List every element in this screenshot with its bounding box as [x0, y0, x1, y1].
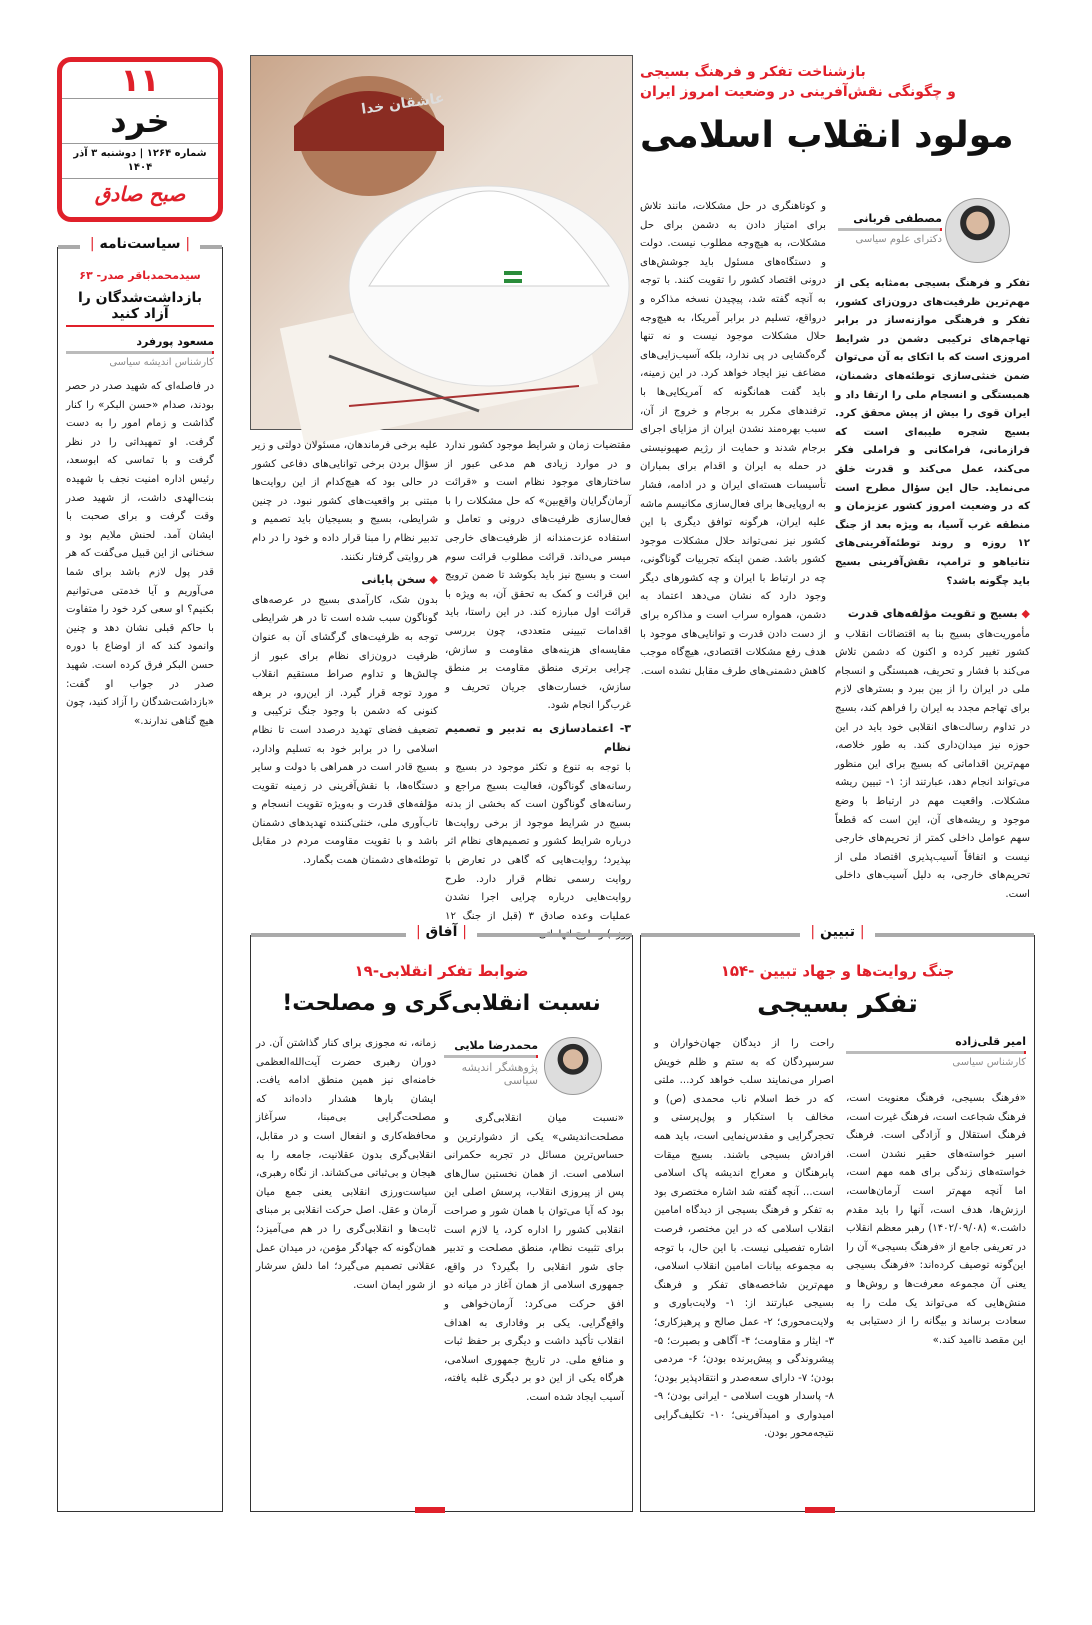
- author-role: دکترای علوم سیاسی: [855, 234, 942, 245]
- kicker: ضوابط تفکر انقلابی-۱۹: [354, 962, 529, 980]
- author-name: مسعود پورفرد: [136, 335, 214, 348]
- masthead-box: [57, 57, 223, 222]
- tabyin-column-2: راحت را از دیدگان جهان‌خواران و سرسپردگان که به ستم و ظلم خویش اصرار می‌نمایند سلب خواهد کرد... ملتی که در خط اسلام ناب محمدی (ص) و مخالف با استکبار و پول‌پرستی و تحجرگرایی و مقدس‌نمایی است، باید همه افرادش بسیجی باشند. بسیج میقات پابرهنگان و معراج اندیشه پاک اسلامی است... آنچه گفته شد اشاره مختصری بود به تفکر و فرهنگ بسیجی از دیدگاه امامین انقلاب اسلامی که در این مختصر، فرصت اشاره تفصیلی نیست. با این حال، با توجه به مجموعه بیانات امامین انقلاب اسلامی، مهم‌ترین شاخصه‌های تفکر و فرهنگ بسیجی عبارتند از: ۱- ولایت‌باوری و ولایت‌محوری؛ ۲- عمل صالح و پرهیزکاری؛ ۳- ایثار و مقاومت؛ ۴- آگاهی و بصیرت؛ ۵- پیشروندگی و پیش‌برنده بودن؛ ۶- مردمی بودن؛ ۷- دارای سعه‌صدر و انتقادپذیر بودن؛ ۸- پاسدار هویت اسلامی - ایرانی بودن؛ ۹- امیدواری و امیدآفرینی؛ ۱۰- تکلیف‌گرایی نتیجه‌محور بودن.: [654, 1038, 834, 1440]
- feature-author: [838, 212, 942, 245]
- feature-column-4: علیه برخی فرماندهان، مسئولان دولتی و زیر سؤال بردن برخی توانایی‌های دفاعی کشور در حالی بود که هیچ‌کدام از این روایت‌ها مبتنی بر واقعیت‌های کشور نبود. در چنین شرایطی، بسیج و بسیجیان باید تصمیم و تدبیر نظام را مبنا قرار داده و خود را در دام هر روایتی گرفتار نکنند. ◆ سخن پایانی بدون شک، کارآمدی بسیج در عرصه‌های گوناگون سبب شده است تا در هر شرایطی توجه به ظرفیت‌های گرگشای آن به عنوان ظرفیت درون‌زای نظام برای عبور از چالش‌ها و تداوم صراط مستقیم انقلاب مورد توجه قرار گیرد. از این‌رو، در برهه کنونی که دشمن با وجود جنگ ترکیبی و تضعیف فضای تهدید درصدد است تا نظام اسلامی را در برابر خود به تسلیم وادارد، بسیج قادر است در همراهی با دولت و سایر دستگاه‌ها، با نقش‌آفرینی در زمینه تقویت مؤلفه‌های قدرت و به‌ویژه تقویت انسجام و تاب‌آوری ملی، خنثی‌کننده تهدیدهای دشمنان باشد و با تقویت مقاومت مردم در مقابل توطئه‌های دشمنان همت بگمارد.: [252, 440, 438, 867]
- feature-header: [640, 62, 1032, 158]
- tabyin-column-1: «فرهنگ بسیجی، فرهنگ معنویت است، فرهنگ شجاعت است، فرهنگ غیرت است، فرهنگ استقلال و آزادگی است. فرهنگ اسیر خواسته‌های حقیر نشدن است. خواسته‌های زندگی برای همه مهم است، اما آنچه مهم‌تر است آرمان‌هاست، ارزش‌ها، هدف است، آنها را باید مقدم داشت.» (۱۴۰۲/۰۹/۰۸) رهبر معظم انقلاب در تعریفی جامع از «فرهنگ بسیجی» آن را این‌گونه توصیف کرده‌اند: «فرهنگ بسیجی یعنی آن مجموعه معرفت‌ها و روش‌ها و منش‌هایی که می‌تواند یک ملت را به سعادت برساند و بیگانه را از دستیابی به این مقصد ناامید کند.»: [846, 1093, 1026, 1346]
- section-label: سیاست‌نامه: [99, 236, 181, 252]
- article-title: بازداشت‌شدگان را آزاد کنید: [66, 290, 214, 327]
- article-body: در فاصله‌ای که شهید صدر در حصر بودند، صدام «حسن البکر» را کنار گذاشت و زمام امور را به دست گرفت. او تمهیداتی را در نظر گرفت و با تماسی که ابوسعد، رئیس اداره امنیت نجف با شهیده بنت‌الهدی داشت، از شهید صدر وقت گرفت و برای صحبت با ایشان آمد. لحنش ملایم بود و سخنانی از این قبیل می‌گفت که هر قدر پول لازم باشد برای شما می‌آوریم و آیا خدمتی می‌توانیم بکنیم؟ او سعی کرد خود را متفاوت با حاکم قبلی نشان دهد و چنین وانمود کند که از اوضاع با دوره حسن البکر فرق کرده است. شهید صدر در جواب او گفت: «بازداشت‌شدگان را آزاد کنید، چون هیچ گناهی ندارند.»: [66, 381, 214, 727]
- article-author: [846, 1035, 1026, 1068]
- afagh-column-2: زمانه، نه مجوزی برای کنار گذاشتن آن. در دوران رهبری حضرت آیت‌الله‌العظمی خامنه‌ای نیز همین منطق ادامه یافت. ایشان بارها هشدار داده‌اند که مصلحت‌گرایی بی‌مبنا، سرآغاز محافظه‌کاری و انفعال است و در مقابل، انقلابی‌گری بدون عقلانیت، جامعه را به هیجان و بی‌ثباتی می‌کشاند. از نگاه رهبری، سیاست‌ورزی انقلابی یعنی جمع میان آرمان و عقل. اصل حرکت انقلابی بر مبنای ثابت‌ها و انقلابی‌گری را در هم می‌آمیزد؛ همان‌گونه که جهادگر مؤمن، در میدان عمل عقلانی تصمیم می‌گیرد؛ اما دلش سرشار از شور ایمان است.: [256, 1038, 436, 1291]
- author-avatar: [544, 1037, 602, 1095]
- author-name: مصطفی قربانی: [853, 212, 942, 225]
- feature-column-2: و کوتاهنگری در حل مشکلات، مانند تلاش برای امتیاز دادن به دشمن برای حل مشکلات، به هیچ‌وجه مطلوب نیست. دولت و دستگاه‌های مسئول باید جوشش‌های درونی اقتصاد کشور را تقویت کنند. با توجه به آنچه گفته شد، پیچیدن نسخه مذاکره و درواقع، تسلیم در برابر آمریکا، به هیچ‌وجه حلال مشکلات موجود نیست و نه تنها گره‌گشایی در پی ندارد، بلکه آسیب‌زایی‌های مضاعف نیز ایجاد خواهد کرد. در این زمینه، باید گفت همانگونه که آمریکایی‌ها با ترفندهای مکرر به برجام و خروج از آن، سبب بهره‌مند نشدن ایران از مزایای اجرای برجام شدند و حمایت از رژیم صهیونیستی در حمله به ایران و اقدام برای بمباران تأسیسات هسته‌ای ایران و در ادامه، فشار به اروپایی‌ها برای فعال‌سازی مکانیسم ماشه علیه ایران، هرگونه توافق دیگری با این کشور نیز نمی‌تواند حلال مشکلات موجود کشور باشد. ضمن اینکه تجربیات گوناگونی، چه در ارتباط با ایران و چه کشورهای دیگر وجود دارد که نشان می‌دهد اعتماد به دشمن، همواره سراب است و مذاکره برای از دست دادن قدرت و توانایی‌های موجود با هدف رفع مشکلات اقتصادی، هیچ‌گاه موجب کاهش دشمنی‌های طرف مقابل نشده است.: [640, 201, 826, 677]
- headband-text: عاشقان خدا: [360, 90, 446, 118]
- afagh-section: | آفاق | ضوابط تفکر انقلابی-۱۹ نسبت انقلابی‌گری و مصلحت! محمدرضا ملایی پژوهشگر اندیشه سیاسی «نسبت میان انقلابی‌گری و مصلحت‌اندیشی» یکی از دشوارترین و حساس‌ترین مسائل در تجربه حکمرانی اسلامی است. از همان نخستین سال‌های پس از پیروزی انقلاب، پرسش اصلی این بود که آیا می‌توان با همان شور و صراحت انقلابی کشور را اداره کرد، یا لازم است برای تثبیت نظام، منطق مصلحت و تدبیر جای شور انقلابی را بگیرد؟ در واقع، جمهوری اسلامی از همان آغاز در میانه دو افق حرکت می‌کرد: آرمان‌خواهی و واقع‌گرایی. یکی بر وفاداری به اهداف انقلاب تأکید داشت و دیگری بر حفظ ثبات و منافع ملی. در تاریخ جمهوری اسلامی، هرگاه یکی از این دو بر دیگری غلبه یافته، آسیب ایجاد شده است. زمانه، نه مجوزی برای کنار گذاشتن آن. در دوران رهبری حضرت آیت‌الله‌العظمی خامنه‌ای نیز همین منطق ادامه یافت. ایشان بارها هشدار داده‌اند که مصلحت‌گرایی بی‌مبنا، سرآغاز محافظه‌کاری و انفعال است و در مقابل، انقلابی‌گری بدون عقلانیت، جامعه را به هیجان و بی‌ثباتی می‌کشاند. از نگاه رهبری، سیاست‌ورزی انقلابی یعنی جمع میان آرمان و عقل. اصل حرکت انقلابی بر مبنای ثابت‌ها و انقلابی‌گری را در هم می‌آمیزد؛ همان‌گونه که جهادگر مؤمن، در میدان عمل عقلانی تصمیم می‌گیرد؛ اما دلش سرشار از شور ایمان است.: [250, 935, 633, 1512]
- feature-column-3: مقتضیات زمان و شرایط موجود کشور ندارد و در موارد زیادی هم مدعی عبور از ساختارهای موجود نظام است و «قرائت آرمان‌گرایان واقع‌بین» که حل مشکلات را با فعال‌سازی ظرفیت‌های درونی و تعامل و استفاده عزت‌مندانه از ظرفیت‌های خارجی میسر می‌داند. قرائت مطلوب قرائت سوم است و بسیج نیز باید بکوشد تا ضمن ترویج این قرائت و کمک به تحقق آن، به ویژه با قرائت اول مبارزه کند. در این راستا، باید اقدامات تبیینی متعددی، چون بررسی مقایسه‌ای هزینه‌های مقاومت و سازش، چرایی برتری منطق مقاومت بر منطق سازش، خسارت‌های جریان تحریف و غرب‌گرا انجام شود. ۳- اعتمادسازی به تدبیر و تصمیم نظام با توجه به تنوع و تکثر موجود در بسیج و رسانه‌های گوناگون، فعالیت بسیج مراجع و رسانه‌های گوناگون است که بخشی از بدنه بسیج در شرایط موجود از برخی روایت‌ها درباره شرایط کشور و تصمیم‌های نظام اثر بپذیرد؛ روایت‌هایی که گاهی در تعارض با روایت رسمی نظام قرار دارد. طرح روایت‌هایی درباره چرایی اجرا نشدن عملیات وعده صادق ۳ (قبل از جنگ ۱۲: [445, 440, 631, 922]
- subheading: ◆ سخن پایانی: [361, 573, 438, 587]
- section-label: آفاق: [425, 924, 458, 940]
- issue-info: شماره ۱۲۶۴ | دوشنبه ۳ آذر ۱۴۰۴: [62, 144, 218, 179]
- section-name: خرد: [62, 99, 218, 144]
- red-marker: [415, 1507, 445, 1513]
- kicker: سیدمحمدباقر صدر- ۶۳: [79, 269, 201, 282]
- author-name: محمدرضا ملایی: [454, 1039, 538, 1052]
- feature-photo: [250, 55, 633, 430]
- author-divider: [846, 1051, 1026, 1054]
- feature-column-1: تفکر و فرهنگ بسیجی به‌مثابه یکی از مهم‌ترین ظرفیت‌های درون‌زای کشور، تفکر و فرهنگی موازنه‌ساز در برابر تهاجم‌های ترکیبی دشمن در شرایط امروزی است که با اتکای به آن می‌توان ضمن خنثی‌سازی توطئه‌های دشمنان، همبستگی و انسجام ملی را ارتقا داد و ایران قوی را بیش از پیش محقق کرد. بسیج شجره طیبه‌ای است که فرازمانی، فرامکانی و فراملی فکر می‌کند، عمل می‌کند و قدرت خلق می‌نماید. حال این سؤال مطرح است که در وضعیت امروز کشور عزیزمان و منطقه غرب آسیا، به ویژه بعد از جنگ ۱۲ روزه و روند توطئه‌آفرینی‌های نتانیاهو و ترامپ، نقش‌آفرینی بسیج باید چگونه باشد؟ ◆ بسیج و تقویت مؤلفه‌های قدرت مأموریت‌های بسیج بنا به اقتضائات انقلاب و کشور تغییر کرده و اکنون که دشمن تلاش می‌کند با فشار و تحریف، همبستگی و انسجام ملی در ایران را از بین ببرد و بسترهای لازم برای تهاجم مجدد به ایران را فراهم کند، بسیج در تداوم رسالت‌های انقلابی خود باید در این حوزه نیز میدان‌داری کند. به طور خلاصه، مهم‌ترین اقداماتی که بسیج برای این منظور می‌تواند انجام دهد، عبارتند از: ۱- تبیین ریشه مشکلات. واقعیت مهم در ارتباط با وضع موجود و ریشه‌های آن، این است که قطعاً سهم عوامل داخلی کمتر از تحریم‌های خارجی نیست و اتفاقاً آسیب‌پذیری اقتصاد ملی از تحریم‌های خارجی، به دلیل آسیب‌های داخلی است.: [835, 278, 1030, 900]
- feature-title: مولود انقلاب اسلامی: [640, 115, 1014, 156]
- author-role: کارشناس اندیشه سیاسی: [109, 357, 214, 368]
- feature-kicker-2: و چگونگی نقش‌آفرینی در وضعیت امروز ایران: [640, 84, 956, 100]
- author-role: کارشناس سیاسی: [952, 1057, 1026, 1068]
- page-number: ۱۱: [62, 62, 218, 99]
- article-author: [444, 1039, 538, 1087]
- subheading: ◆ بسیج و تقویت مؤلفه‌های قدرت: [847, 607, 1030, 621]
- helmet-illustration: [249, 56, 632, 431]
- afagh-column-1: «نسبت میان انقلابی‌گری و مصلحت‌اندیشی» یکی از دشوارترین و حساس‌ترین مسائل در تجربه حکمرانی اسلامی است. از همان نخستین سال‌های پس از پیروزی انقلاب، پرسش اصلی این بود که آیا می‌توان با همان شور و صراحت انقلابی کشور را اداره کرد، یا لازم است برای تثبیت نظام، منطق مصلحت و تدبیر جای شور انقلابی را بگیرد؟ در واقع، جمهوری اسلامی از همان آغاز در میانه دو افق حرکت می‌کرد: آرمان‌خواهی و واقع‌گرایی. یکی بر وفاداری به اهداف انقلاب تأکید داشت و دیگری بر حفظ ثبات و منافع ملی. در تاریخ جمهوری اسلامی، هرگاه یکی از این دو بر دیگری غلبه یافته، آسیب ایجاد شده است.: [444, 1113, 624, 1403]
- author-divider: [66, 351, 214, 354]
- newspaper-logo: صبح صادق: [94, 182, 186, 206]
- author-name: امیر قلی‌زاده: [955, 1035, 1026, 1048]
- subheading: ۳- اعتمادسازی به تدبیر و تصمیم نظام: [445, 721, 631, 754]
- section-label: تبیین: [820, 924, 855, 940]
- author-divider: [444, 1055, 538, 1058]
- tabyin-section: | تبیین | جنگ روایت‌ها و جهاد تبیین -۱۵۴ تفکر بسیجی امیر قلی‌زاده کارشناس سیاسی «فرهنگ بسیجی، فرهنگ معنویت است، فرهنگ شجاعت است، فرهنگ غیرت است، فرهنگ استقلال و آزادگی است. فرهنگ اسیر خواسته‌های حقیر نشدن است. خواسته‌های زندگی برای همه مهم است، اما آنچه مهم‌تر است آرمان‌هاست، ارزش‌ها، هدف است، آنها را باید مقدم داشت.» (۱۴۰۲/۰۹/۰۸) رهبر معظم انقلاب در تعریفی جامع از «فرهنگ بسیجی» آن را این‌گونه توصیف کرده‌اند: «فرهنگ بسیجی یعنی آن مجموعه معرفت‌ها و روش‌ها و منش‌هایی که می‌تواند یک ملت را به سعادت برساند و بیگانه را از دستیابی به این مقصد ناامید کند.» راحت را از دیدگان جهان‌خواران و سرسپردگان که به ستم و ظلم خویش اصرار می‌نمایند سلب خواهد کرد... ملتی که در خط اسلام ناب محمدی (ص) و مخالف با استکبار و پول‌پرستی و تحجرگرایی و مقدس‌نمایی است، باید همه افرادش بسیجی باشند. بسیج میقات پابرهنگان و معراج اندیشه پاک اسلامی است... آنچه گفته شد اشاره مختصری بود به تفکر و فرهنگ بسیجی از دیدگاه امامین انقلاب اسلامی که در این مختصر، فرصت اشاره تفصیلی نیست. با این حال، با توجه به مجموعه بیانات امامین انقلاب اسلامی، مهم‌ترین شاخصه‌های تفکر و فرهنگ بسیجی عبارتند از: ۱- ولایت‌باوری و ولایت‌محوری؛ ۲- عمل صالح و پرهیزکاری؛ ۳- ایثار و مقاومت؛ ۴- آگاهی و بصیرت؛ ۵- پیشروندگی و پیش‌برنده بودن؛ ۶- مردمی بودن؛ ۷- دارای سعه‌صدر و انتقادپذیر بودن؛ ۸- پاسدار هویت اسلامی - ایرانی بودن؛ ۹- امیدواری و امیدآفرینی؛ ۱۰- تکلیف‌گرایی نتیجه‌محور بودن.: [640, 935, 1035, 1512]
- author-avatar: [945, 198, 1010, 263]
- article-title: نسبت انقلابی‌گری و مصلحت!: [282, 991, 601, 1016]
- left-column: | سیاست‌نامه | سیدمحمدباقر صدر- ۶۳ بازداشت‌شدگان را آزاد کنید مسعود پورفرد کارشناس اندیشه سیاسی در فاصله‌ای که شهید صدر در حصر بودند، صدام «حسن البکر» را کنار گذاشت و زمام امور را به دست گرفت. او تمهیداتی را در نظر گرفت و با تماسی که ابوسعد، رئیس اداره امنیت نجف با شهیده بنت‌الهدی داشت، از شهید صدر وقت گرفت و برای صحبت با ایشان آمد. لحنش ملایم بود و سخنانی از این قبیل می‌گفت که هر قدر پول لازم باشد برای شما می‌آوریم و آیا خدمتی می‌توانیم بکنیم؟ او سعی کرد خود را متفاوت با حاکم قبلی نشان دهد و چنین وانمود کند که از اوضاع با دوره حسن البکر فرق کرده است. شهید صدر در جواب او گفت: «بازداشت‌شدگان را آزاد کنید، چون هیچ گناهی ندارند.»: [57, 247, 223, 1512]
- author-role: پژوهشگر اندیشه سیاسی: [461, 1061, 538, 1087]
- kicker: جنگ روایت‌ها و جهاد تبیین -۱۵۴: [720, 962, 955, 980]
- feature-kicker-1: بازشناخت تفکر و فرهنگ بسیجی: [640, 64, 866, 80]
- article-title: تفکر بسیجی: [757, 989, 918, 1019]
- red-marker: [805, 1507, 835, 1513]
- author-divider: [838, 228, 942, 231]
